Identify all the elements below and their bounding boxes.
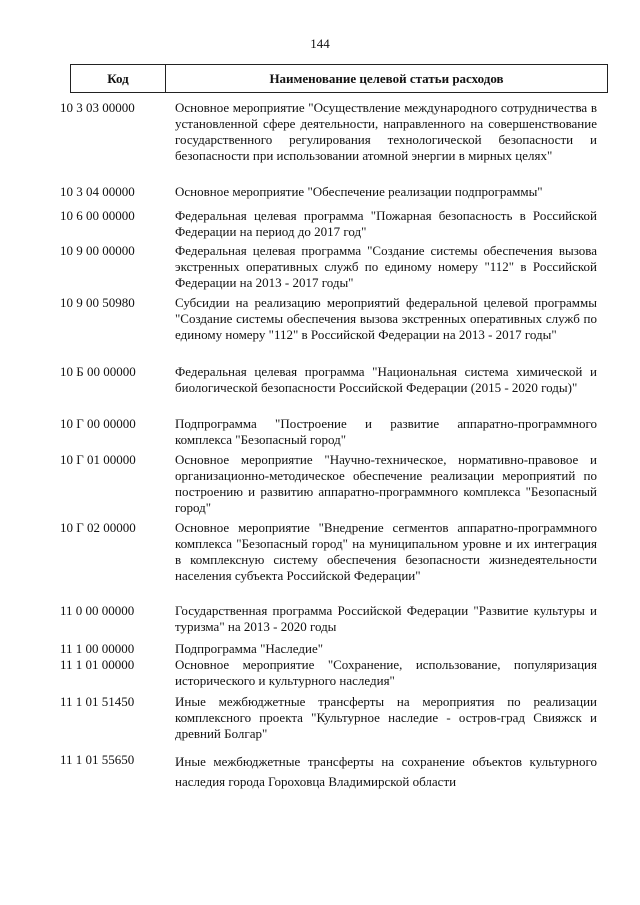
row-code: 10 3 04 00000 (60, 184, 135, 199)
row-description: Основное мероприятие "Осуществление международного сотрудничества в установленной сфере деятельности, направленного на совершенствование государственного регулирования технологической безопасности и безопасности при использовании атомной энергии в мирных целях" (175, 100, 597, 163)
row-description: Субсидии на реализацию мероприятий федеральной целевой программы "Создание системы обеспечения вызова экстренных оперативных служб по единому номеру "112" в Российской Федерации на 2013 - 2017 годы" (175, 295, 597, 342)
row-description: Основное мероприятие "Научно-техническое, нормативно-правовое и организационно-методическое обеспечение реализации мероприятий по построению и развитию аппаратно-программного комплекса "Безопасный город" (175, 452, 597, 515)
table-header (70, 64, 608, 93)
row-code: 10 Г 00 00000 (60, 416, 136, 431)
row-description: Иные межбюджетные трансферты на мероприятия по реализации комплексного проекта "Культурное наследие - остров-град Свияжск и древний Болгар" (175, 694, 597, 741)
row-description: Подпрограмма "Наследие" (175, 641, 324, 656)
row-code: 10 9 00 50980 (60, 295, 135, 310)
row-code: 11 1 01 55650 (60, 752, 135, 767)
row-code: 10 Г 01 00000 (60, 452, 136, 467)
row-code: 11 1 01 00000 (60, 657, 135, 672)
row-code: 10 Б 00 00000 (60, 364, 136, 379)
row-code: 11 1 01 51450 (60, 694, 135, 709)
row-code: 10 3 03 00000 (60, 100, 135, 115)
row-description: Основное мероприятие "Внедрение сегментов аппаратно-программного комплекса "Безопасный город" на муниципальном уровне и их интеграция в комплексную систему обеспечения безопасности жизнедеятельности населения субъекта Российской Федерации" (175, 520, 597, 583)
row-description: Государственная программа Российской Федерации "Развитие культуры и туризма" на 2013 - 2020 годы (175, 603, 597, 634)
row-description: Федеральная целевая программа "Создание системы обеспечения вызова экстренных оперативных служб по единому номеру "112" в Российской Федерации на 2013 - 2017 годы" (175, 243, 597, 290)
header-code: Код (71, 65, 166, 92)
row-code: 10 Г 02 00000 (60, 520, 136, 535)
header-name: Наименование целевой статьи расходов (269, 70, 504, 86)
row-description: Основное мероприятие "Обеспечение реализации подпрограммы" (175, 184, 543, 199)
row-description: Подпрограмма "Построение и развитие аппаратно-программного комплекса "Безопасный город" (175, 416, 597, 447)
row-description: Основное мероприятие "Сохранение, использование, популяризация исторического и культурного наследия" (175, 657, 597, 688)
row-code: 11 1 00 00000 (60, 641, 135, 656)
row-description: Иные межбюджетные трансферты на сохранение объектов культурного наследия города Гороховца Владимирской области (175, 754, 597, 789)
row-description: Федеральная целевая программа "Национальная система химической и биологической безопасности Российской Федерации (2015 - 2020 годы)" (175, 364, 597, 395)
page-number: 144 (310, 36, 330, 51)
row-description: Федеральная целевая программа "Пожарная безопасность в Российской Федерации на период до 2017 год" (175, 208, 597, 239)
row-code: 10 6 00 00000 (60, 208, 135, 223)
row-code: 11 0 00 00000 (60, 603, 135, 618)
row-code: 10 9 00 00000 (60, 243, 135, 258)
